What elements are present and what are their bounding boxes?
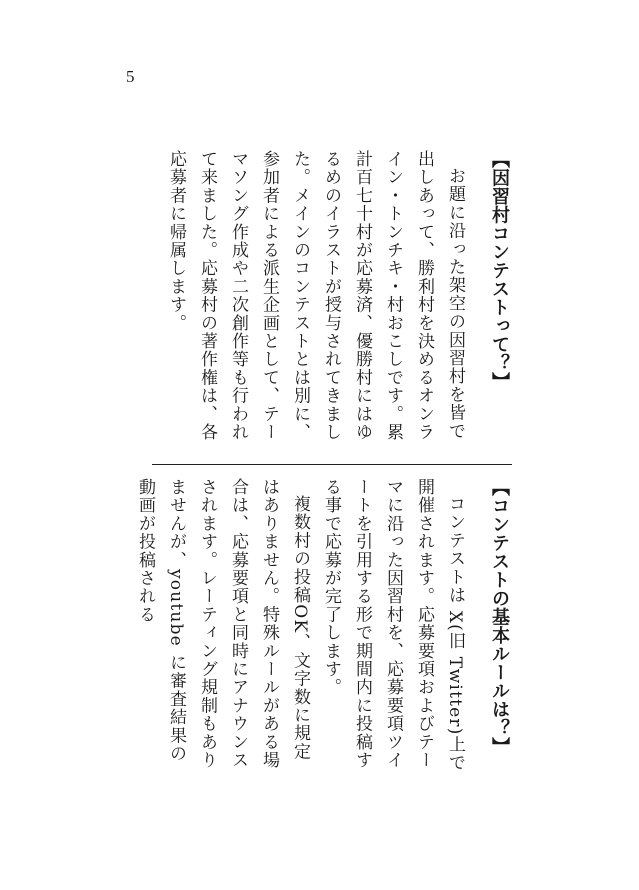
rules-paragraph-1: コンテストは X(旧 Twitter)上で開催されます。応募要項およびテーマに沿った因習村を、応募要項ツイートを引用する形で期間内に投稿する事で応募が完了します。 (321, 478, 465, 772)
rules-paragraph-2: 複数村の投稿OK、文字数に規定はありません。特殊ルールがある場合は、応募要項と同時にアナウンスされます。レーティング規制もありませんが、youtube に審査結果の動画が投稿される (135, 478, 310, 770)
page-number: 5 (126, 67, 135, 86)
about-paragraph: お題に沿った架空の因習村を皆で出しあって、勝利村を決めるオンライン・トンチキ・村おこしです。累計百七十村が応募済、優勝村にはゆるめのイラストが授与されてきました。メインのコンテストとは別に、参加者による派生企画として、テーマソング作成や二次創作等も行われて来ました。応募村の著作権は、各応募者に帰属します。 (166, 150, 465, 442)
section-about-contest (166, 150, 515, 450)
section-heading-about: 【因習村コンテストって？】 (489, 150, 510, 391)
section-heading-rules: 【コンテストの基本ルールは？】 (489, 478, 510, 756)
section-divider (152, 464, 512, 465)
section-basic-rules (135, 478, 515, 778)
